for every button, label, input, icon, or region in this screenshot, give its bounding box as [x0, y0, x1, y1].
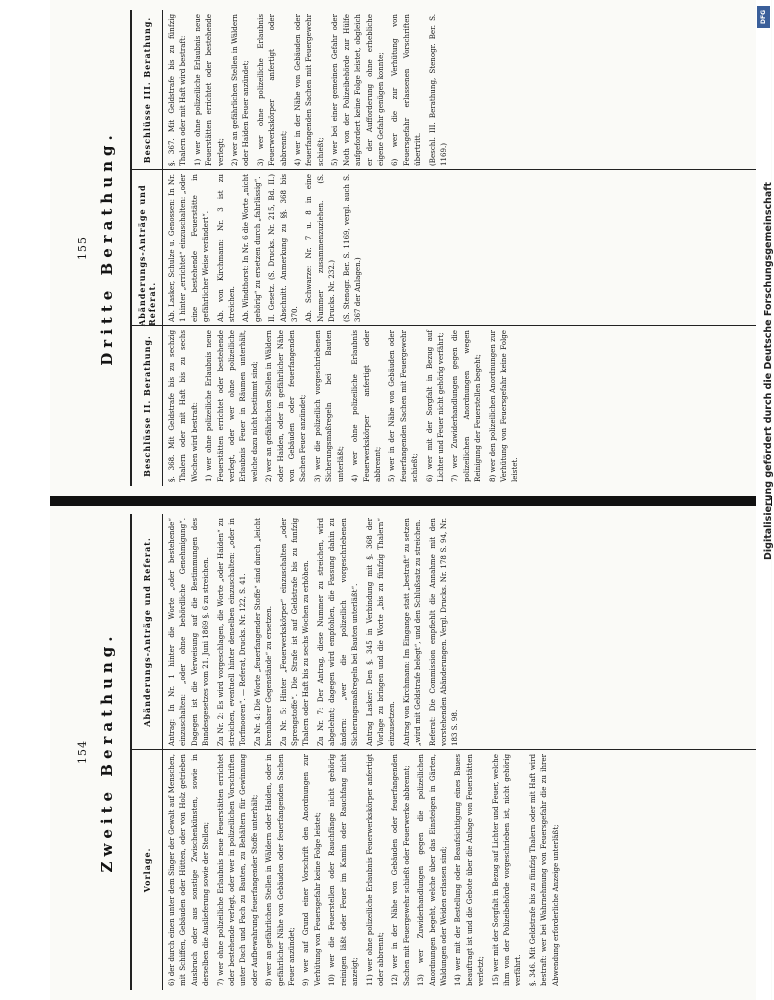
paragraph: 10) wer die Feuerstellen oder Rauchfänge nicht gehörig reinigen läßt oder Feuer im Kamin oder Rauchfang nicht anzeigt; — [327, 754, 360, 986]
paragraph: §. 346. Mit Geldstrafe bis zu fünfzig Thalern oder mit Haft wird bestraft: wer bei Wahrnehmung von Feuersgefahr die zu ihrer Abwendung erforderliche Anzeige unterläßt; — [527, 754, 560, 986]
paragraph: 8) wer den polizeilichen Anordnungen zur Verhütung von Feuersgefahr keine Folge leistet. — [487, 330, 520, 482]
right-col-header-1: Beschlüsse II. Berathung. — [132, 326, 163, 486]
right-page-table — [130, 10, 762, 486]
paragraph: 4) wer ohne polizeiliche Erlaubnis Feuerwerkskörper anfertigt oder abbrennt; — [350, 330, 382, 482]
paragraph: 15) wer mit der Sorgfalt in Bezug auf Lichter und Feuer, welche ihm von der Polizeibehörde vorgeschrieben ist, nicht gehörig verfährt. — [490, 754, 523, 986]
paragraph: 1) wer ohne polizeiliche Erlaubnis neue Feuerstätten errichtet oder bestehende verlegt, oder wer ohne polizeiliche Erlaubnis Feuer in Räumen unterhält, welche dazu nicht bestimmt sind; — [204, 330, 259, 482]
paragraph: 5) wer bei einer gemeinen Gefahr oder Noth von der Polizeibehörde zur Hülfe aufgefordert keine Folge leistet, obgleich er der Aufforderung ohne erhebliche eigene Gefahr genügen konnte; — [330, 14, 385, 166]
paragraph: Zu Nr. 7: Der Antrag, diese Nummer zu streichen, wird abgelehnt; dagegen wird empfohlen, die Fassung dahin zu ändern: „wer die polizeilich vorgeschriebenen Sicherungsmaßregeln bei Bauten unterläßt“. — [315, 518, 360, 746]
paragraph: 2) wer an gefährlichen Stellen in Wäldern oder Haiden, oder in gefährlicher Nähe von Gebäuden oder feuerfangenden Sachen Feuer anzündet; — [264, 330, 308, 482]
paragraph: Zu Nr. 4: Die Worte „feuerfangender Stoffe“ sind durch „leicht brennbarer Gegenstände“ zu ersetzen. — [252, 518, 274, 746]
paragraph: 4) wer in der Nähe von Gebäuden oder feuerfangenden Sachen mit Feuergewehr schießt; — [293, 14, 325, 166]
right-page-number: 155 — [76, 236, 89, 260]
paragraph: 7) wer ohne polizeiliche Erlaubnis neue Feuerstätten errichtet oder bestehende verlegt, oder wer in polizeilichen Vorschriften unter Dach und Fach zu Bauten, zu Behältern für Gewinnung oder Aufbewahrung feuerfangender Stoffe unterhält; — [215, 754, 259, 986]
right-col-3-text — [166, 10, 762, 170]
left-page — [50, 504, 772, 1000]
right-col-header-3: Beschlüsse III. Berathung. — [132, 10, 163, 170]
paragraph: 8) wer an gefährlichen Stellen in Wäldern oder Haiden, oder in gefährlicher Nähe von Gebäuden oder feuerfangenden Sachen Feuer anzündet; — [264, 754, 297, 986]
paragraph: (S. Stenogr. Ber. S. 1169, vergl. auch S. 367 der Anlagen.) — [341, 174, 363, 322]
paragraph: 9) wer auf Grund einer Vorschrift den Anordnungen zur Verhütung von Feuersgefahr keine Folge leistet; — [301, 754, 322, 986]
book-gutter — [50, 496, 772, 506]
paragraph: Ab. Lasker, Schulze u. Genossen: In Nr. 1 hinter „errichtet“ einzuschalten: „oder eine bestehende Feuerstätte in gefährlicher Weise verändert“. — [167, 174, 211, 322]
left-col-header-1: Vorlage. — [132, 750, 163, 990]
paragraph: §. 368. Mit Geldstrafe bis zu sechzig Thalern oder mit Haft bis zu sechs Wochen wird bestraft: — [167, 330, 199, 482]
paragraph: 14) wer mit der Bestellung oder Beaufsichtigung eines Baues beauftragt ist und die Gebote über die Anlage von Feuerstätten verletzt; — [453, 754, 486, 986]
paragraph: Antrag: In Nr. 1 hinter die Worte „oder bestehende“ einzuschalten: „oder ohne behördliche Genehmigung“. Dagegen ist die Verweisung auf die Bestimmungen des Bundesgesetzes vom 21. Juni 1869 §. 6 zu streichen. — [167, 518, 211, 746]
paragraph: Ab. Windthorst: In Nr. 6 die Worte „nicht gehörig“ zu ersetzen durch „fahrlässig“. — [241, 174, 262, 322]
left-col-1-text — [166, 750, 762, 990]
paragraph: Zu Nr. 5: Hinter „Feuerwerkskörper“ einzuschalten „oder Sprengstoffe“. Die Strafe ist auf Geldstrafe bis zu funfzig Thalern oder Haft bis zu sechs Wochen zu erhöhen. — [278, 518, 311, 746]
left-page-heading: Zweite Berathung. — [98, 631, 116, 873]
paragraph: §. 367. Mit Geldstrafe bis zu fünfzig Thalern oder mit Haft wird bestraft: — [167, 14, 188, 166]
paragraph: 1) wer ohne polizeiliche Erlaubnis neue Feuerstätten errichtet oder bestehende verlegt; — [192, 14, 225, 166]
paragraph: 11) wer ohne polizeiliche Erlaubnis Feuerwerkskörper anfertigt oder abbrennt; — [364, 754, 385, 986]
right-col-1-text — [166, 326, 762, 486]
paragraph: Referat: Die Commission empfiehlt die Annahme mit den vorstehenden Abänderungen. Vergl. Drucks. Nr. 178 S. 94, Nr. 183 S. 98. — [427, 518, 460, 746]
paragraph: Ab. Schwarze: Nr. 7 u. 8 in eine Nummer zusammenzuziehen. (S. Drucks. Nr. 232.) — [304, 174, 337, 322]
paragraph: Antrag von Kirchmann: Im Eingange statt „bestraft“ zu setzen „wird mit Geldstrafe belegt“, und den Schlußsatz zu streichen. — [401, 518, 423, 746]
paragraph: Antrag Lasker: Den §. 345 in Verbindung mit §. 368 der Vorlage zu bringen und die Worte „bis zu fünfzig Thalern“ einzusetzen. — [364, 518, 397, 746]
paragraph: 6) wer mit der Sorgfalt in Bezug auf Lichter und Feuer nicht gehörig verfährt; — [424, 330, 445, 482]
paragraph: 5) wer in der Nähe von Gebäuden oder feuerfangenden Sachen mit Feuergewehr schießt; — [387, 330, 420, 482]
paragraph: 12) wer in der Nähe von Gebäuden oder feuerfangenden Sachen mit Feuergewehr schießt oder Feuerwerke abbrennt; — [390, 754, 411, 986]
paragraph: (Beschl. III. Berathung, Stenogr. Ber. S. 1169.) — [427, 14, 448, 166]
paragraph: 6) der durch einen unter dem Singer der Gewalt auf Menschen, mit Schiffen, Gebäuden oder Hütten, oder von Holz getrieben Ausbruch oder aus sonstige Zwischenkünsten, sowie in derselben die Auslieferung sowie der Stellen; — [167, 754, 211, 986]
right-col-2-text — [166, 170, 762, 326]
paragraph: Ab. von Kirchmann: Nr. 3 ist zu streichen. — [215, 174, 237, 322]
paragraph: 6) wer die zur Verhütung von Feuersgefahr erlassenen Vorschriften übertritt. — [390, 14, 423, 166]
paragraph: 13) wer Zuwiderhandlungen gegen die polizeilichen Anordnungen begeht, welche über das Einsteigen in Gärten, Waldungen oder Weiden erlassen sind; — [416, 754, 448, 986]
paragraph: II. Gesetz. (S. Drucks. Nr. 215, Bd. II.) Abschnitt. Anmerkung zu §§. 368 bis 370. — [267, 174, 300, 322]
paragraph: 3) wer ohne polizeiliche Erlaubnis Feuerwerkskörper anfertigt oder abbrennt; — [255, 14, 288, 166]
paragraph: 7) wer Zuwiderhandlungen gegen die polizeilichen Anordnungen wegen Reinigung der Feuerstellen begeht; — [450, 330, 483, 482]
paragraph: 3) wer die polizeilich vorgeschriebenen Sicherungsmaßregeln bei Bauten unterläßt; — [312, 330, 345, 482]
right-page-heading: Dritte Berathung. — [98, 130, 116, 366]
paragraph: Zu Nr. 2: Es wird vorgeschlagen, die Worte „oder Haiden“ zu streichen, eventuell hinter denselben einzuschalten: „oder in Torfmooren“. — Referat, Drucks. Nr. 122, S. 41. — [215, 518, 248, 746]
left-col-header-2: Abänderungs-Anträge und Referat. — [132, 514, 163, 750]
left-col-2-text — [166, 514, 762, 750]
paragraph: 2) wer an gefährlichen Stellen in Wäldern oder Haiden Feuer anzündet; — [230, 14, 251, 166]
left-page-table — [130, 514, 762, 990]
dfg-logo: DFG — [757, 6, 770, 28]
right-page — [50, 0, 772, 496]
left-page-number: 154 — [76, 740, 89, 764]
right-col-header-2: Abänderungs-Anträge und Referat. — [132, 170, 163, 326]
funding-notice-text: Digitalisierung gefördert durch die Deutsche Forschungsgemeinschaft — [763, 182, 774, 560]
rotated-book-spread — [50, 0, 772, 1000]
